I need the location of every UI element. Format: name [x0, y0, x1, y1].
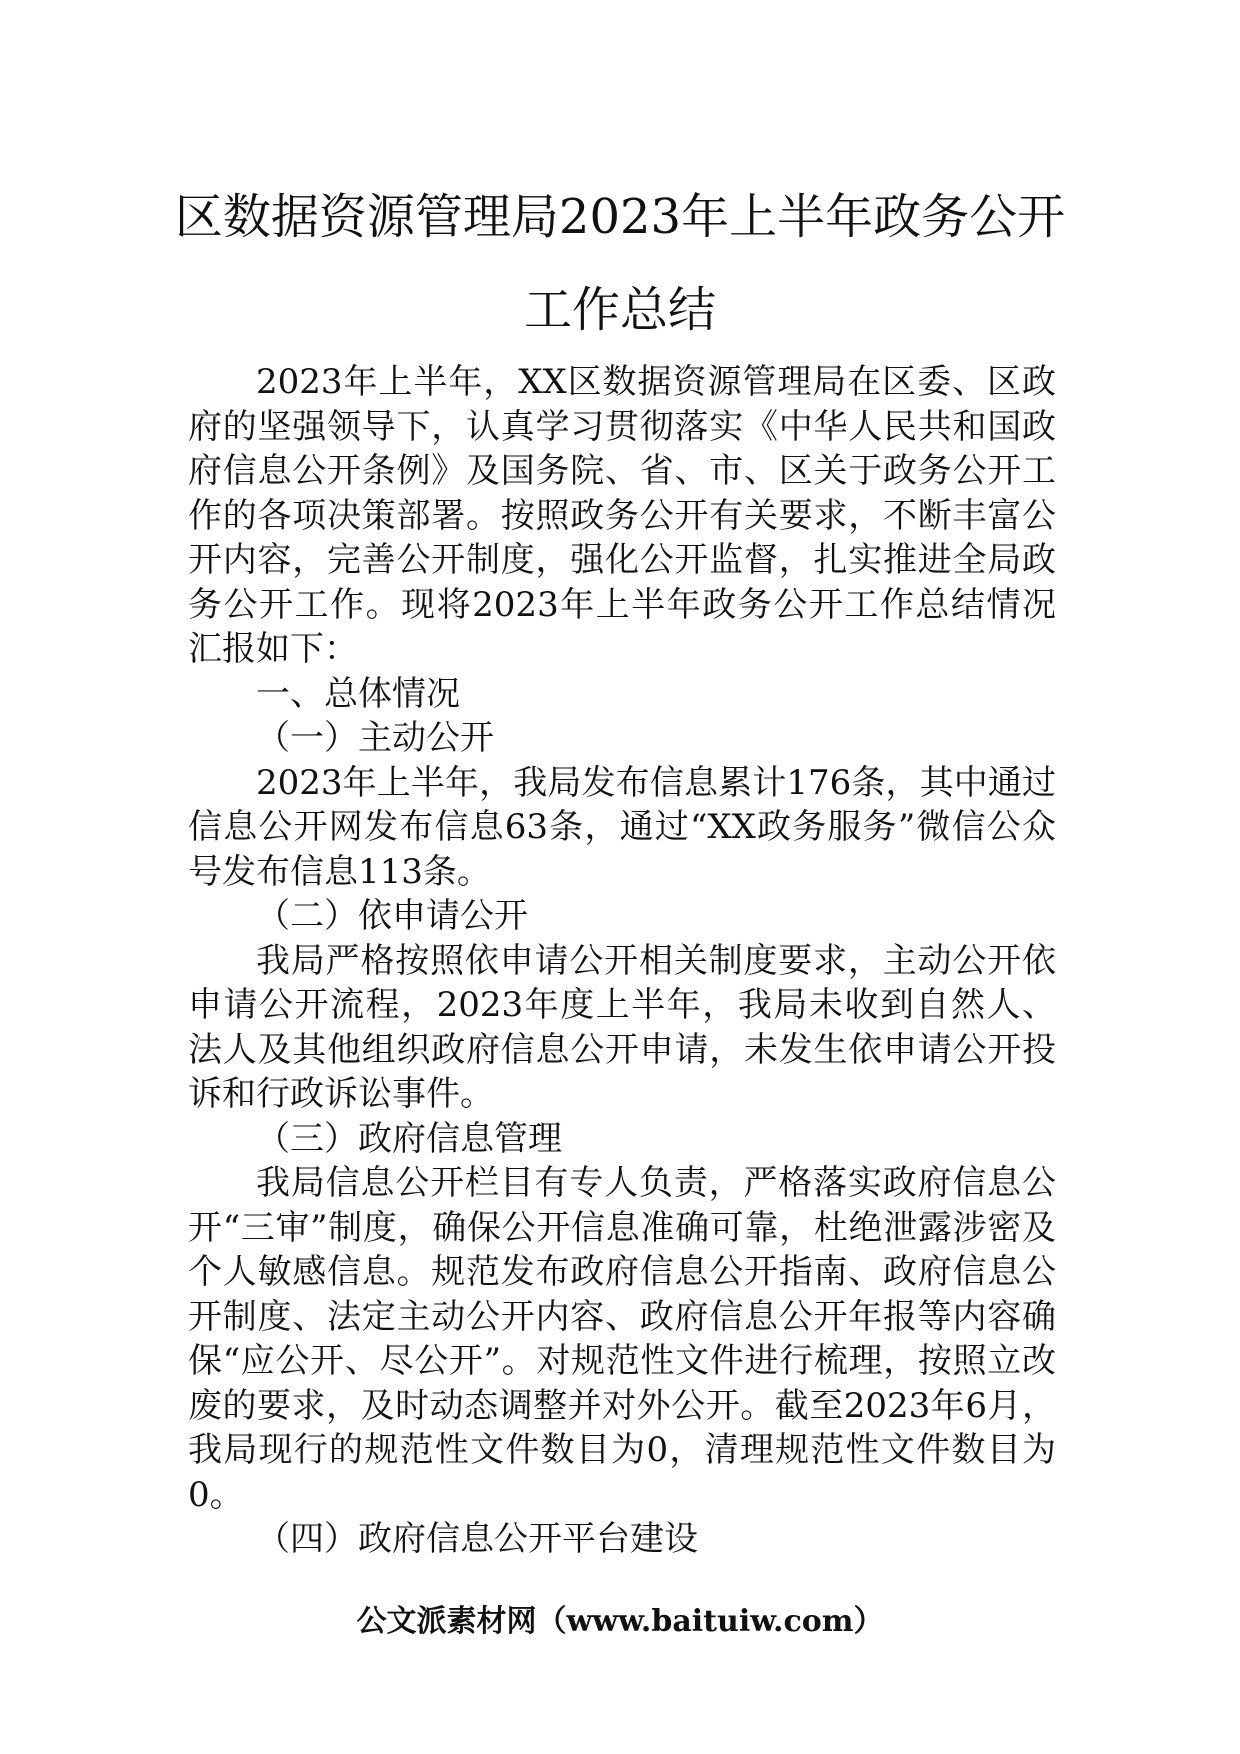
- request-disclosure-paragraph: 我局严格按照依申请公开相关制度要求，主动公开依申请公开流程，2023年度上半年，我局未收到自然人、法人及其他组织政府信息公开申请，未发生依申请公开投诉和行政诉讼事件。: [188, 940, 1056, 1114]
- document-title-line-2: 工作总结: [523, 282, 716, 338]
- section-heading-overview: 一、总体情况: [256, 673, 460, 714]
- intro-paragraph: 2023年上半年，XX区数据资源管理局在区委、区政府的坚强领导下，认真学习贯彻落实《中华人民共和国政府信息公开条例》及国务院、省、市、区关于政务公开工作的各项决策部署。按照政务公开有关要求，不断丰富公开内容，完善公开制度，强化公开监督，扎实推进全局政务公开工作。现将2023年上半年政务公开工作总结情况汇报如下：: [188, 362, 1056, 669]
- subsection-heading-active-disclosure: （一）主动公开: [256, 718, 494, 758]
- watermark-footer: 公文派素材网（www.baituiw.com）: [356, 1604, 884, 1639]
- info-management-paragraph: 我局信息公开栏目有专人负责，严格落实政府信息公开“三审”制度，确保公开信息准确可靠，杜绝泄露涉密及个人敏感信息。规范发布政府信息公开指南、政府信息公开制度、法定主动公开内容、政府信息公开年报等内容确保“应公开、尽公开”。对规范性文件进行梳理，按照立改废的要求，及时动态调整并对外公开。截至2023年6月，我局现行的规范性文件数目为0，清理规范性文件数目为0。: [188, 1163, 1056, 1515]
- document-title-line-1: 区数据资源管理局2023年上半年政务公开: [174, 189, 1066, 245]
- subsection-heading-info-management: （三）政府信息管理: [256, 1118, 562, 1159]
- subsection-heading-platform-building: （四）政府信息公开平台建设: [256, 1519, 698, 1559]
- document-body: [188, 360, 1056, 1562]
- active-disclosure-paragraph: 2023年上半年，我局发布信息累计176条，其中通过信息公开网发布信息63条，通过“XX政务服务”微信公众号发布信息113条。: [188, 762, 1056, 892]
- subsection-heading-request-disclosure: （二）依申请公开: [256, 896, 528, 936]
